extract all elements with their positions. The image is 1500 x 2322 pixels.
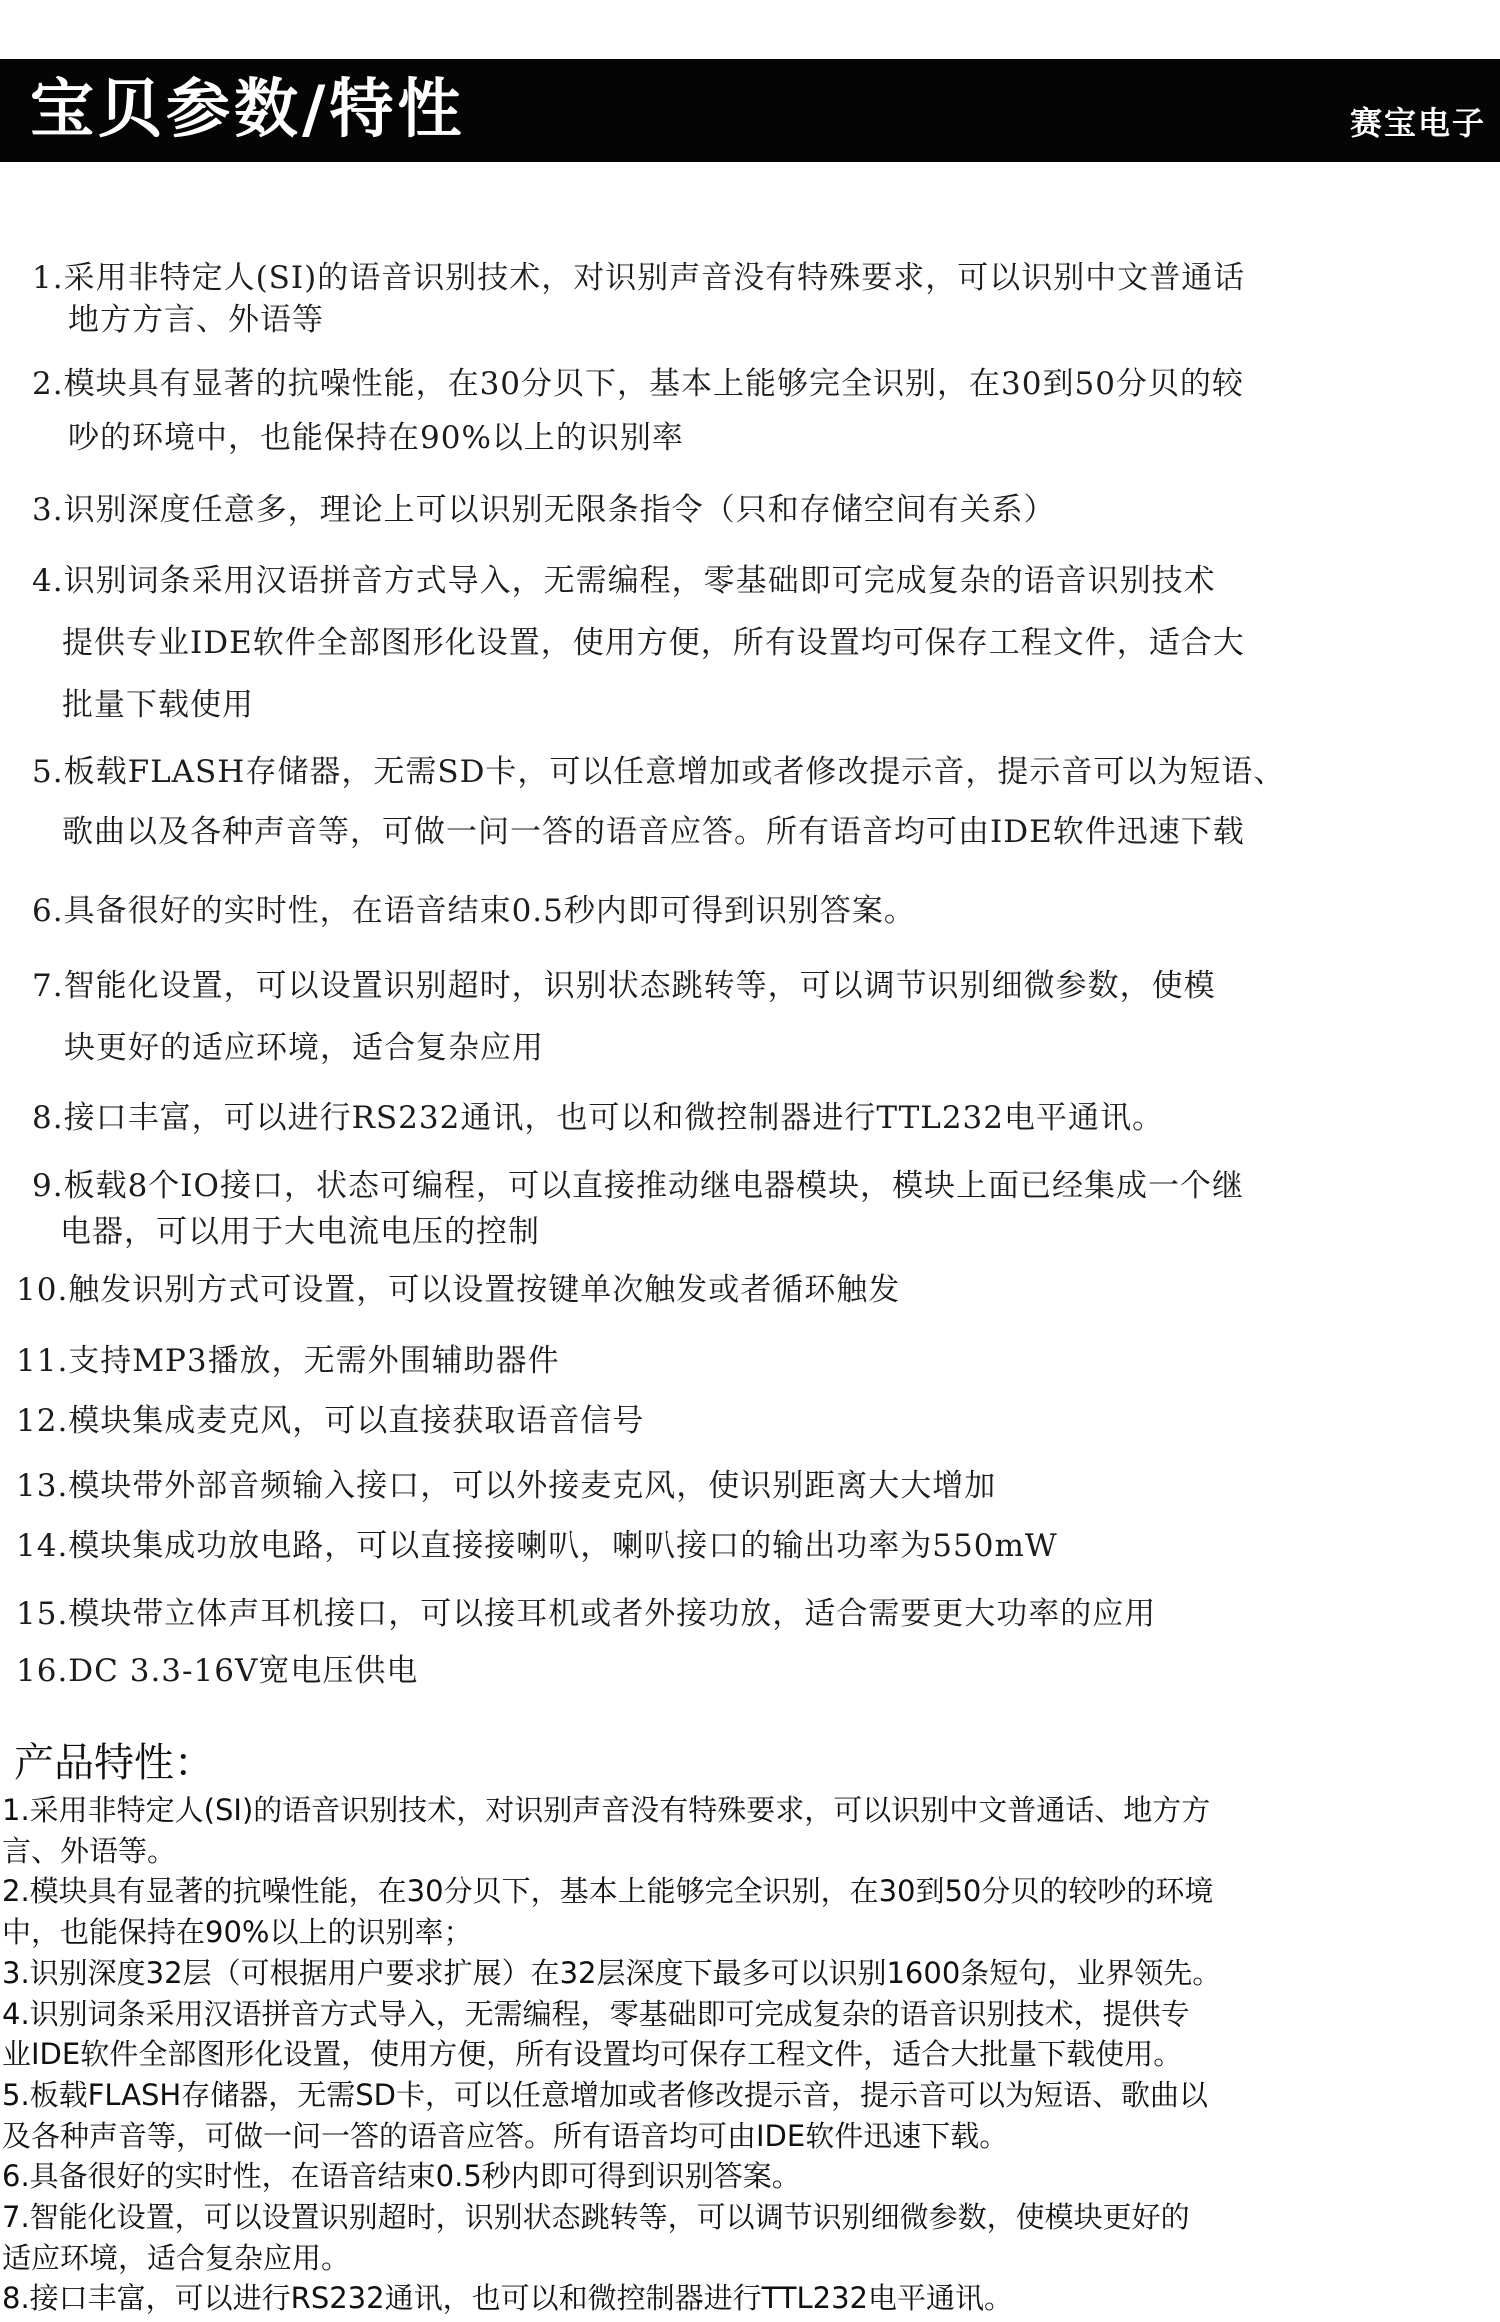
features-heading: 产品特性：	[14, 1740, 214, 1786]
spec-item-line: 12.模块集成麦克风，可以直接获取语音信号	[16, 1403, 645, 1439]
feature-line: 中，也能保持在90%以上的识别率；	[2, 1915, 473, 1950]
spec-item-line: 15.模块带立体声耳机接口，可以接耳机或者外接功放，适合需要更大功率的应用	[16, 1596, 1157, 1632]
feature-line: 言、外语等。	[2, 1833, 177, 1868]
spec-item-line: 歌曲以及各种声音等，可做一问一答的语音应答。所有语音均可由IDE软件迅速下载	[62, 814, 1245, 850]
feature-line: 适应环境，适合复杂应用。	[2, 2240, 351, 2275]
spec-item-line: 2.模块具有显著的抗噪性能，在30分贝下，基本上能够完全识别，在30到50分贝的较	[32, 366, 1244, 402]
page-title: 宝贝参数/特性	[30, 72, 466, 147]
spec-item-line: 3.识别深度任意多，理论上可以识别无限条指令（只和存储空间有关系）	[32, 492, 1056, 528]
spec-item-line: 块更好的适应环境，适合复杂应用	[64, 1030, 544, 1066]
feature-line: 5.板载FLASH存储器，无需SD卡，可以任意增加或者修改提示音，提示音可以为短语、歌曲以	[2, 2077, 1208, 2112]
spec-item-line: 地方方言、外语等	[68, 302, 324, 338]
spec-item-line: 吵的环境中，也能保持在90%以上的识别率	[68, 420, 684, 456]
features-list	[0, 1790, 1500, 2322]
spec-item-line: 16.DC 3.3-16V宽电压供电	[16, 1653, 419, 1689]
spec-item-line: 批量下载使用	[62, 687, 254, 723]
spec-item-line: 11.支持MP3播放，无需外围辅助器件	[16, 1343, 560, 1379]
spec-item-line: 提供专业IDE软件全部图形化设置，使用方便，所有设置均可保存工程文件，适合大	[62, 625, 1245, 661]
spec-item-line: 9.板载8个IO接口，状态可编程，可以直接推动继电器模块，模块上面已经集成一个继	[32, 1168, 1244, 1204]
feature-line: 4.识别词条采用汉语拼音方式导入，无需编程，零基础即可完成复杂的语音识别技术，提供专	[2, 1996, 1190, 2031]
spec-item-line: 1.采用非特定人(SI)的语音识别技术，对识别声音没有特殊要求，可以识别中文普通话	[32, 260, 1246, 296]
feature-line: 8.接口丰富，可以进行RS232通讯，也可以和微控制器进行TTL232电平通讯。	[2, 2281, 1014, 2316]
spec-item-line: 4.识别词条采用汉语拼音方式导入，无需编程，零基础即可完成复杂的语音识别技术	[32, 563, 1216, 599]
brand-label: 赛宝电子	[1349, 104, 1486, 142]
feature-line: 业IDE软件全部图形化设置，使用方便，所有设置均可保存工程文件，适合大批量下载使用。	[2, 2037, 1183, 2072]
feature-line: 3.识别深度32层（可根据用户要求扩展）在32层深度下最多可以识别1600条短句，业界领先。	[2, 1955, 1222, 1990]
spec-item-line: 8.接口丰富，可以进行RS232通讯，也可以和微控制器进行TTL232电平通讯。	[32, 1100, 1165, 1136]
spec-item-line: 10.触发识别方式可设置，可以设置按键单次触发或者循环触发	[16, 1272, 901, 1308]
feature-line: 及各种声音等，可做一问一答的语音应答。所有语音均可由IDE软件迅速下载。	[2, 2118, 1009, 2153]
feature-line: 2.模块具有显著的抗噪性能，在30分贝下，基本上能够完全识别，在30到50分贝的较吵的环境	[2, 1874, 1214, 1909]
feature-line: 6.具备很好的实时性，在语音结束0.5秒内即可得到识别答案。	[2, 2159, 801, 2194]
spec-item-line: 6.具备很好的实时性，在语音结束0.5秒内即可得到识别答案。	[32, 893, 916, 929]
feature-line: 7.智能化设置，可以设置识别超时，识别状态跳转等，可以调节识别细微参数，使模块更好的	[2, 2200, 1190, 2234]
spec-item-line: 14.模块集成功放电路，可以直接接喇叭，喇叭接口的输出功率为550mW	[16, 1528, 1058, 1564]
spec-item-line: 5.板载FLASH存储器，无需SD卡，可以任意增加或者修改提示音，提示音可以为短语、	[32, 754, 1286, 790]
feature-line: 1.采用非特定人(SI)的语音识别技术，对识别声音没有特殊要求，可以识别中文普通话、地方方	[2, 1793, 1211, 1827]
spec-item-line: 电器，可以用于大电流电压的控制	[60, 1214, 540, 1250]
spec-item-line: 7.智能化设置，可以设置识别超时，识别状态跳转等，可以调节识别细微参数，使模	[32, 968, 1216, 1004]
spec-item-line: 13.模块带外部音频输入接口，可以外接麦克风，使识别距离大大增加	[16, 1468, 997, 1504]
